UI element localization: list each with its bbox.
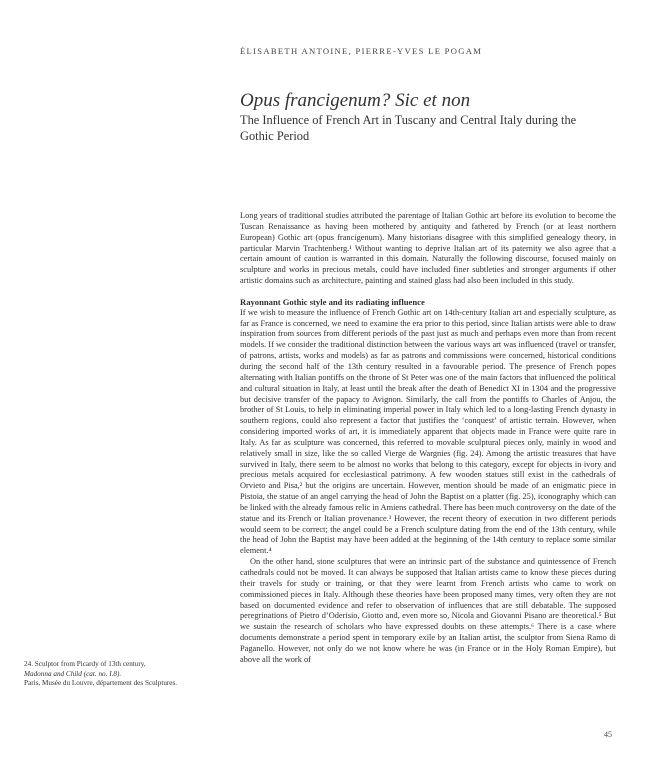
page-number: 45 [604,730,612,739]
body-paragraph-2: On the other hand, stone sculptures that were an intrinsic part of the substance and quintessence of French cathedrals could not be moved. It can always be supposed that Italian artists came to know these pieces during their travels for study or training, or that they were learnt from French artists who came to work on commissioned pieces in Italy. Although these theories have been proposed many times, very often they are not based on documented evidence and refer to observation of influences that are still debatable. The supposed peregrinations of Pietro d’Oderisio, Giotto and, even more so, Nicola and Giovanni Pisano are theoretical.⁵ But we sustain the research of scholars who have expressed doubts on these attempts.⁶ There is a case where documents demonstrate a period spent in temporary exile by an Italian artist, the sculptor from Siena Ramo di Paganello. However, not only do we not know where he was (in France or in the Holy Roman Empire), but above all the work of [240,557,616,664]
caption-line-1: 24. Sculptor from Picardy of 13th century, [24,660,146,668]
article-subtitle: The Influence of French Art in Tuscany and Central Italy during the Gothic Period [240,113,577,143]
figure-caption [24,660,224,689]
body-paragraph-1: If we wish to measure the influence of French Gothic art on 14th-century Italian art and especially sculpture, as far as France is concerned, we need to examine the era prior to this period, since Italian artists were able to draw inspiration from sources from different periods of the past just as much and perhaps even more than from recent models. If we consider the traditional distinction between the various ways art was influenced (travel or transfer, of patrons, artists, works and models) as far as patrons and commissions were concerned, historical conditions during the second half of the 13th century resulted in a favourable period. The presence of French popes alternating with Italian pontiffs on the throne of St Peter was one of the main factors that influenced the political and cultural situation in Italy, at least until the break after the death of Benedict XI in 1304 and the progressive but decisive transfer of the papacy to Avignon. Similarly, the call from the pontiffs to Charles of Anjou, the brother of St Louis, to help in eliminating imperial power in Italy which led to a long-lasting French dynasty in southern regions, could also represent a factor that justifies the ‘conquest’ of artistic terrain. However, when considering imported works of art, it is immediately apparent that objects made in France were quite rare in Italy. As far as sculpture was concerned, this referred to movable sculptural pieces only, mainly in wood and relatively small in size, like the so called Vierge de Wargnies (fig. 24). Among the artistic treasures that have survived in Italy, there seem to be almost no works that belong to this category, except for objects in ivory and precious metals acquired for ecclesiastical patrimony. A few wooden statues still exist in the cathedrals of Orvieto and Pisa,² but the origins are uncertain. However, mention should be made of an enigmatic piece in Pistoia, the statue of an angel carrying the head of John the Baptist on a platter (fig. 25), iconography which can be linked with the already famous relic in Amiens cathedral. There has been much controversy on the date of the statue and its French or Italian provenance.³ However, the recent theory of execution in two different periods would seem to be correct; the angel could be a French sculpture dating from the end of the 13th century, while the head of John the Baptist may have been added at the beginning of the 14th century to replace some similar element.⁴ [240,307,616,556]
article-title: Opus francigenum? Sic et non [240,90,471,111]
caption-line-3: Paris, Musée du Louvre, département des Sculptures. [24,679,178,688]
intro-paragraph: Long years of traditional studies attributed the parentage of Italian Gothic art before its evolution to become the Tuscan Renaissance as having been mothered by antiquity and fathered by French (or at least northern European) Gothic art (opus francigenum). Many historians disagree with this simplified genealogy theory, in particular Marvin Trachtenberg.¹ Without wanting to deprive Italian art of its paternity we also agree that a certain amount of caution is warranted in this domain. Naturally the following discourse, focused mainly on sculpture and works in precious metals, could have included finer subtleties and stronger arguments if other artistic domains such as architecture, painting and stained glass had also been included in this study. [240,211,616,286]
article-body [240,211,616,666]
caption-line-2: Madonna and Child (cat. no. I.8). [24,669,122,678]
section-heading: Rayonnant Gothic style and its radiating influence [240,296,425,307]
running-header-authors: ÉLISABETH ANTOINE, PIERRE-YVES LE POGAM [240,46,483,56]
